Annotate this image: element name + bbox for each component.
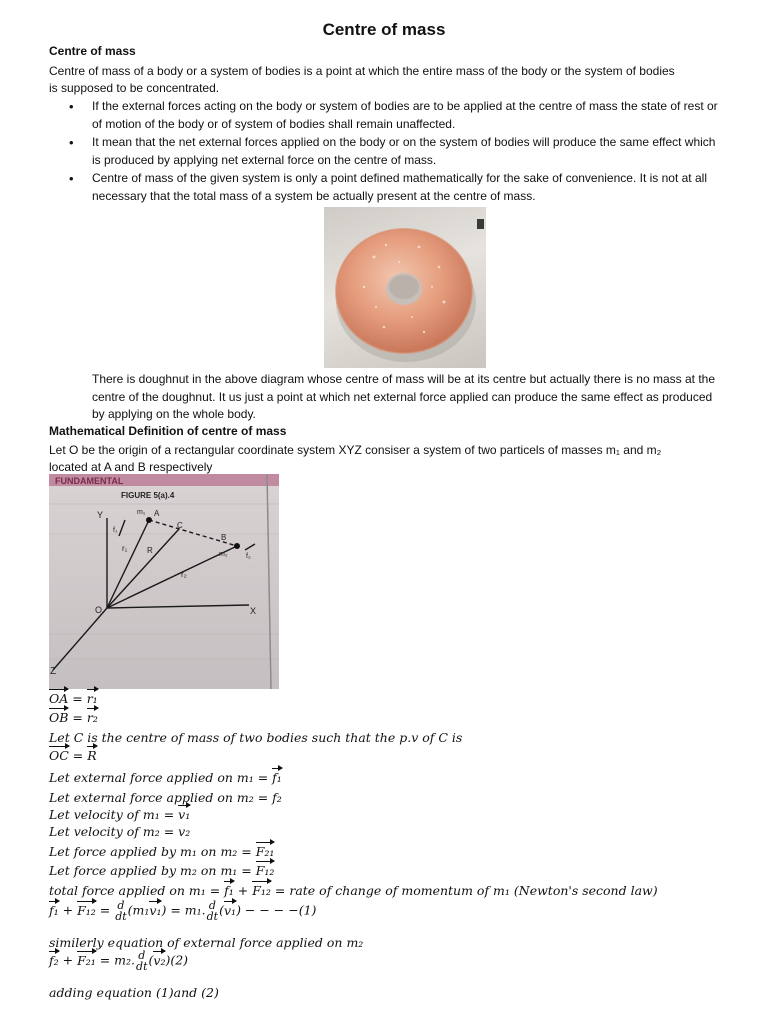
section-heading-centre-of-mass: Centre of mass	[49, 44, 136, 58]
mass-m1-label: m₁	[137, 509, 146, 516]
eq-total-force: total force applied on m₁ = f₁ + F₁₂ = rate of change of momentum of m₁ (Newton's second law)	[49, 883, 658, 898]
vector-r1-label: r₁	[122, 544, 128, 553]
figure-caption: FIGURE 5(a).4	[121, 491, 175, 500]
eq-oc: OC = R	[49, 748, 97, 763]
eq-let-c: Let C is the centre of mass of two bodies such that the p.v of C is	[49, 730, 463, 745]
axis-label-x: X	[250, 606, 257, 616]
eq-velocity-m1: Let velocity of m₁ = v₁	[49, 807, 191, 822]
doughnut-image	[324, 207, 486, 368]
intro-line-1: Centre of mass of a body or a system of bodies is a point at which the entire mass of the body or the system of bodies	[49, 64, 675, 78]
photo-corner-marker	[477, 219, 484, 229]
eq-force-m2-on-m1: Let force applied by m₂ on m₁ = F₁₂	[49, 863, 275, 878]
doughnut-caption: There is doughnut in the above diagram whose centre of mass will be at its centre but actually there is no mass at the centre of the doughnut. It us just a point at which net external force applied can produce the same effect as produced by applying on the whole body.	[92, 372, 715, 421]
origin-label: O	[95, 605, 103, 615]
section-heading-math-definition: Mathematical Definition of centre of mass	[49, 424, 287, 438]
axis-label-z: Z	[50, 666, 57, 677]
doughnut-photo	[324, 207, 486, 368]
force-f2-label: f₂	[246, 553, 251, 560]
eq-2: f₂ + F₂₁ = m₂. d dt (v₂)(2)	[49, 949, 189, 973]
eq-ob: OB = r₂	[49, 710, 98, 725]
eq-force-m1-on-m2: Let force applied by m₁ on m₂ = F₂₁	[49, 844, 275, 859]
eq-ext-force-m1: Let external force applied on m₁ = f₁	[49, 770, 282, 785]
derivative-fraction: d dt	[206, 899, 219, 923]
point-a-label: A	[154, 509, 160, 518]
axis-label-y: Y	[97, 510, 104, 520]
eq-oa: OA = r₁	[49, 691, 98, 706]
point-c-label: C	[177, 521, 183, 530]
force-f1-label: f₁	[113, 527, 118, 534]
eq-1: f₁ + F₁₂ = d dt (m₁v₁) = m₁. d dt (v₁) − − − −(1)	[49, 899, 317, 923]
eq-ext-force-m2: Let external force applied on m₂ = f₂	[49, 790, 282, 805]
derivative-fraction: d dt	[136, 949, 148, 973]
point-b-label: B	[221, 533, 227, 542]
coordinate-diagram	[49, 474, 279, 689]
eq-adding: adding equation (1)and (2)	[49, 985, 219, 1000]
definition-line-2: located at A and B respectively	[49, 460, 213, 474]
eq-velocity-m2: Let velocity of m₂ = v₂	[49, 824, 191, 839]
vector-R-label: R	[147, 546, 153, 555]
bullet-list	[49, 98, 721, 206]
definition-line-1: Let O be the origin of a rectangular coordinate system XYZ consiser a system of two particels of masses m₁ and m₂	[49, 443, 662, 457]
list-item: • If the external forces acting on the body or system of bodies are to be applied at the centre of mass the state of rest or of motion of the body or of system of bodies shall remain unaffected.	[49, 98, 721, 133]
vector-r2-label: r₂	[181, 570, 187, 579]
list-item: • Centre of mass of the given system is only a point defined mathematically for the sake of convenience. It is not at all necessary that the total mass of a system be actually present at the centre of mass.	[49, 170, 721, 205]
mass-m2-label: m₂	[219, 551, 228, 558]
book-banner: FUNDAMENTAL	[55, 476, 124, 486]
list-item: • It mean that the net external forces applied on the body or on the system of bodies will produce the same effect which is produced by applying net external force on the centre of mass.	[49, 134, 721, 169]
intro-line-2: is supposed to be concentrated.	[49, 81, 220, 95]
coordinate-figure-photo	[49, 474, 279, 689]
derivative-fraction: d dt	[115, 899, 127, 923]
eq-similarly: similerly equation of external force applied on m₂	[49, 935, 364, 950]
page-title: Centre of mass	[322, 20, 446, 39]
